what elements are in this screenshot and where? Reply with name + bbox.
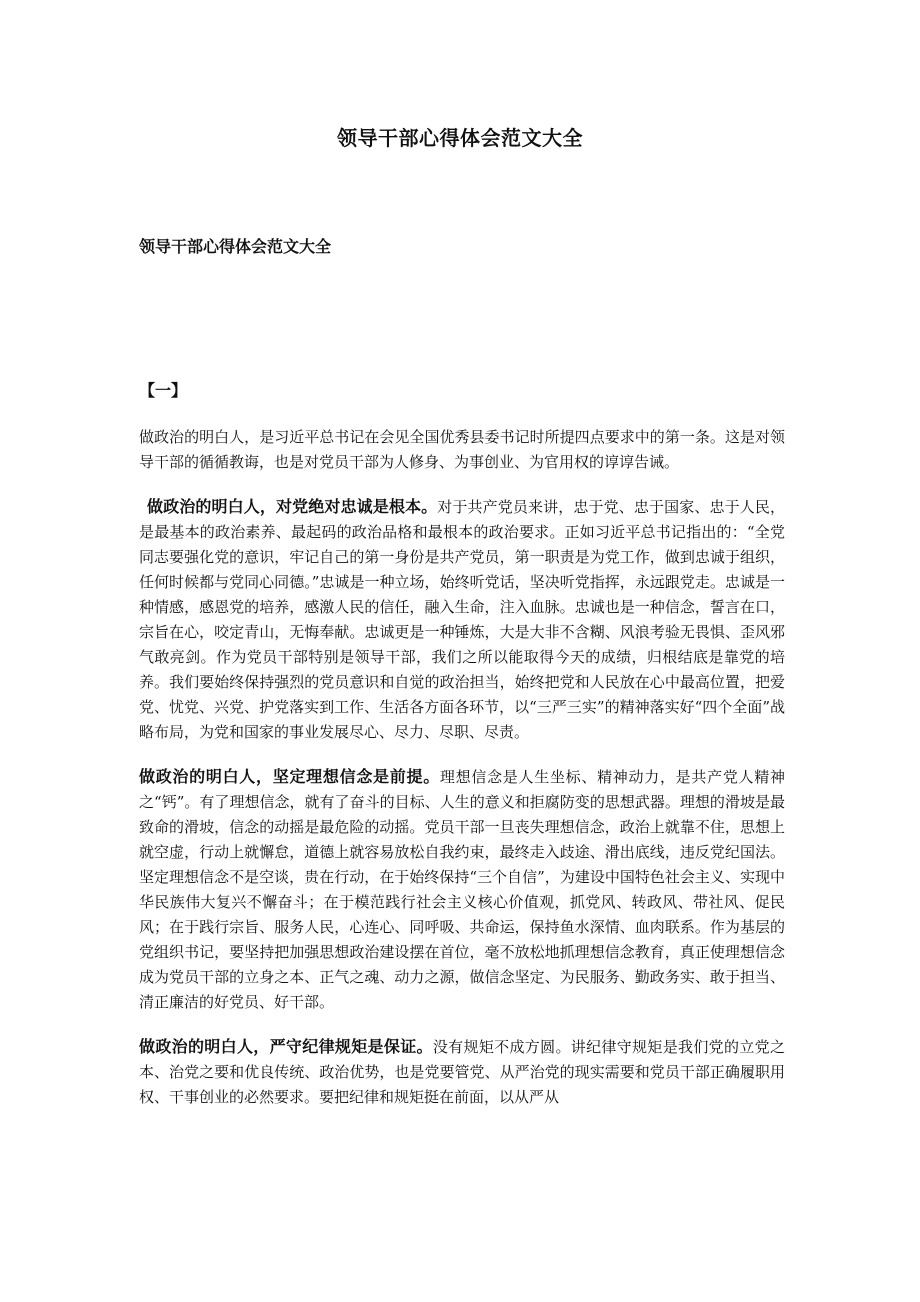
- paragraph-ideals: [139, 764, 785, 1015]
- document-title: 领导干部心得体会范文大全: [337, 126, 583, 150]
- paragraph-lead: 做政治的明白人，对党绝对忠诚是根本。: [147, 497, 438, 516]
- document-body: [139, 424, 785, 1129]
- paragraph-loyalty: [139, 494, 785, 745]
- paragraph-text: 没有规矩不成方圆。讲纪律守规矩是我们党的立党之本、治党之要和优良传统、政治优势，也是党要管党、从严治党的现实需要和党员干部正确履职用权、干事创业的必然要求。要把纪律和规矩挺在前面，以从严从: [139, 1038, 785, 1106]
- paragraph-intro: [139, 424, 785, 475]
- paragraph-lead: 做政治的明白人，严守纪律规矩是保证。: [139, 1037, 433, 1056]
- document-subtitle: 领导干部心得体会范文大全: [139, 237, 332, 256]
- paragraph-text: 对于共产党员来讲，忠于党、忠于国家、忠于人民，是最基本的政治素养、最起码的政治品格和最根本的政治要求。正如习近平总书记指出的：“全党同志要强化党的意识，牢记自己的第一身份是共产党员，第一职责是为党工作，做到忠诚于组织，任何时候都与党同心同德。”忠诚是一种立场，始终听党话，坚决听党指挥，永远跟党走。忠诚是一种情感，感恩党的培养，感激人民的信任，融入生命，注入血脉。忠诚也是一种信念，誓言在口，宗旨在心，咬定青山，无悔奉献。忠诚更是一种锤炼，大是大非不含糊、风浪考验无畏惧、歪风邪气敢亮剑。作为党员干部特别是领导干部，我们之所以能取得今天的成绩，归根结底是靠党的培养。我们要始终保持强烈的党员意识和自觉的政治担当，始终把党和人民放在心中最高位置，把爱党、忧党、兴党、护党落实到工作、生活各方面各环节，以“三严三实”的精神落实好“四个全面”战略布局，为党和国家的事业发展尽心、尽力、尽职、尽责。: [139, 498, 785, 741]
- paragraph-text: 做政治的明白人，是习近平总书记在会见全国优秀县委书记时所提四点要求中的第一条。这是对领导干部的循循教诲，也是对党员干部为人修身、为事创业、为官用权的谆谆告诫。: [139, 428, 785, 471]
- paragraph-text: 理想信念是人生坐标、精神动力，是共产党人精神之“钙”。有了理想信念，就有了奋斗的目标、人生的意义和拒腐防变的思想武器。理想的滑坡是最致命的滑坡，信念的动摇是最危险的动摇。党员干部一旦丧失理想信念，政治上就靠不住，思想上就空虚，行动上就懈怠，道德上就容易放松自我约束，最终走入歧途、滑出底线，违反党纪国法。坚定理想信念不是空谈，贵在行动，在于始终保持“三个自信”，为建设中国特色社会主义、实现中华民族伟大复兴不懈奋斗；在于模范践行社会主义核心价值观，抓党风、转政风、带社风、促民风；在于践行宗旨、服务人民，心连心、同呼吸、共命运，保持鱼水深情、血肉联系。作为基层的党组织书记，要坚持把加强思想政治建设摆在首位，毫不放松地抓理想信念教育，真正使理想信念成为党员干部的立身之本、正气之魂、动力之源，做信念坚定、为民服务、勤政务实、敢于担当、清正廉洁的好党员、好干部。: [139, 768, 785, 1011]
- paragraph-lead: 做政治的明白人，坚定理想信念是前提。: [139, 767, 440, 786]
- section-marker: 【一】: [139, 381, 188, 400]
- paragraph-discipline: [139, 1034, 785, 1110]
